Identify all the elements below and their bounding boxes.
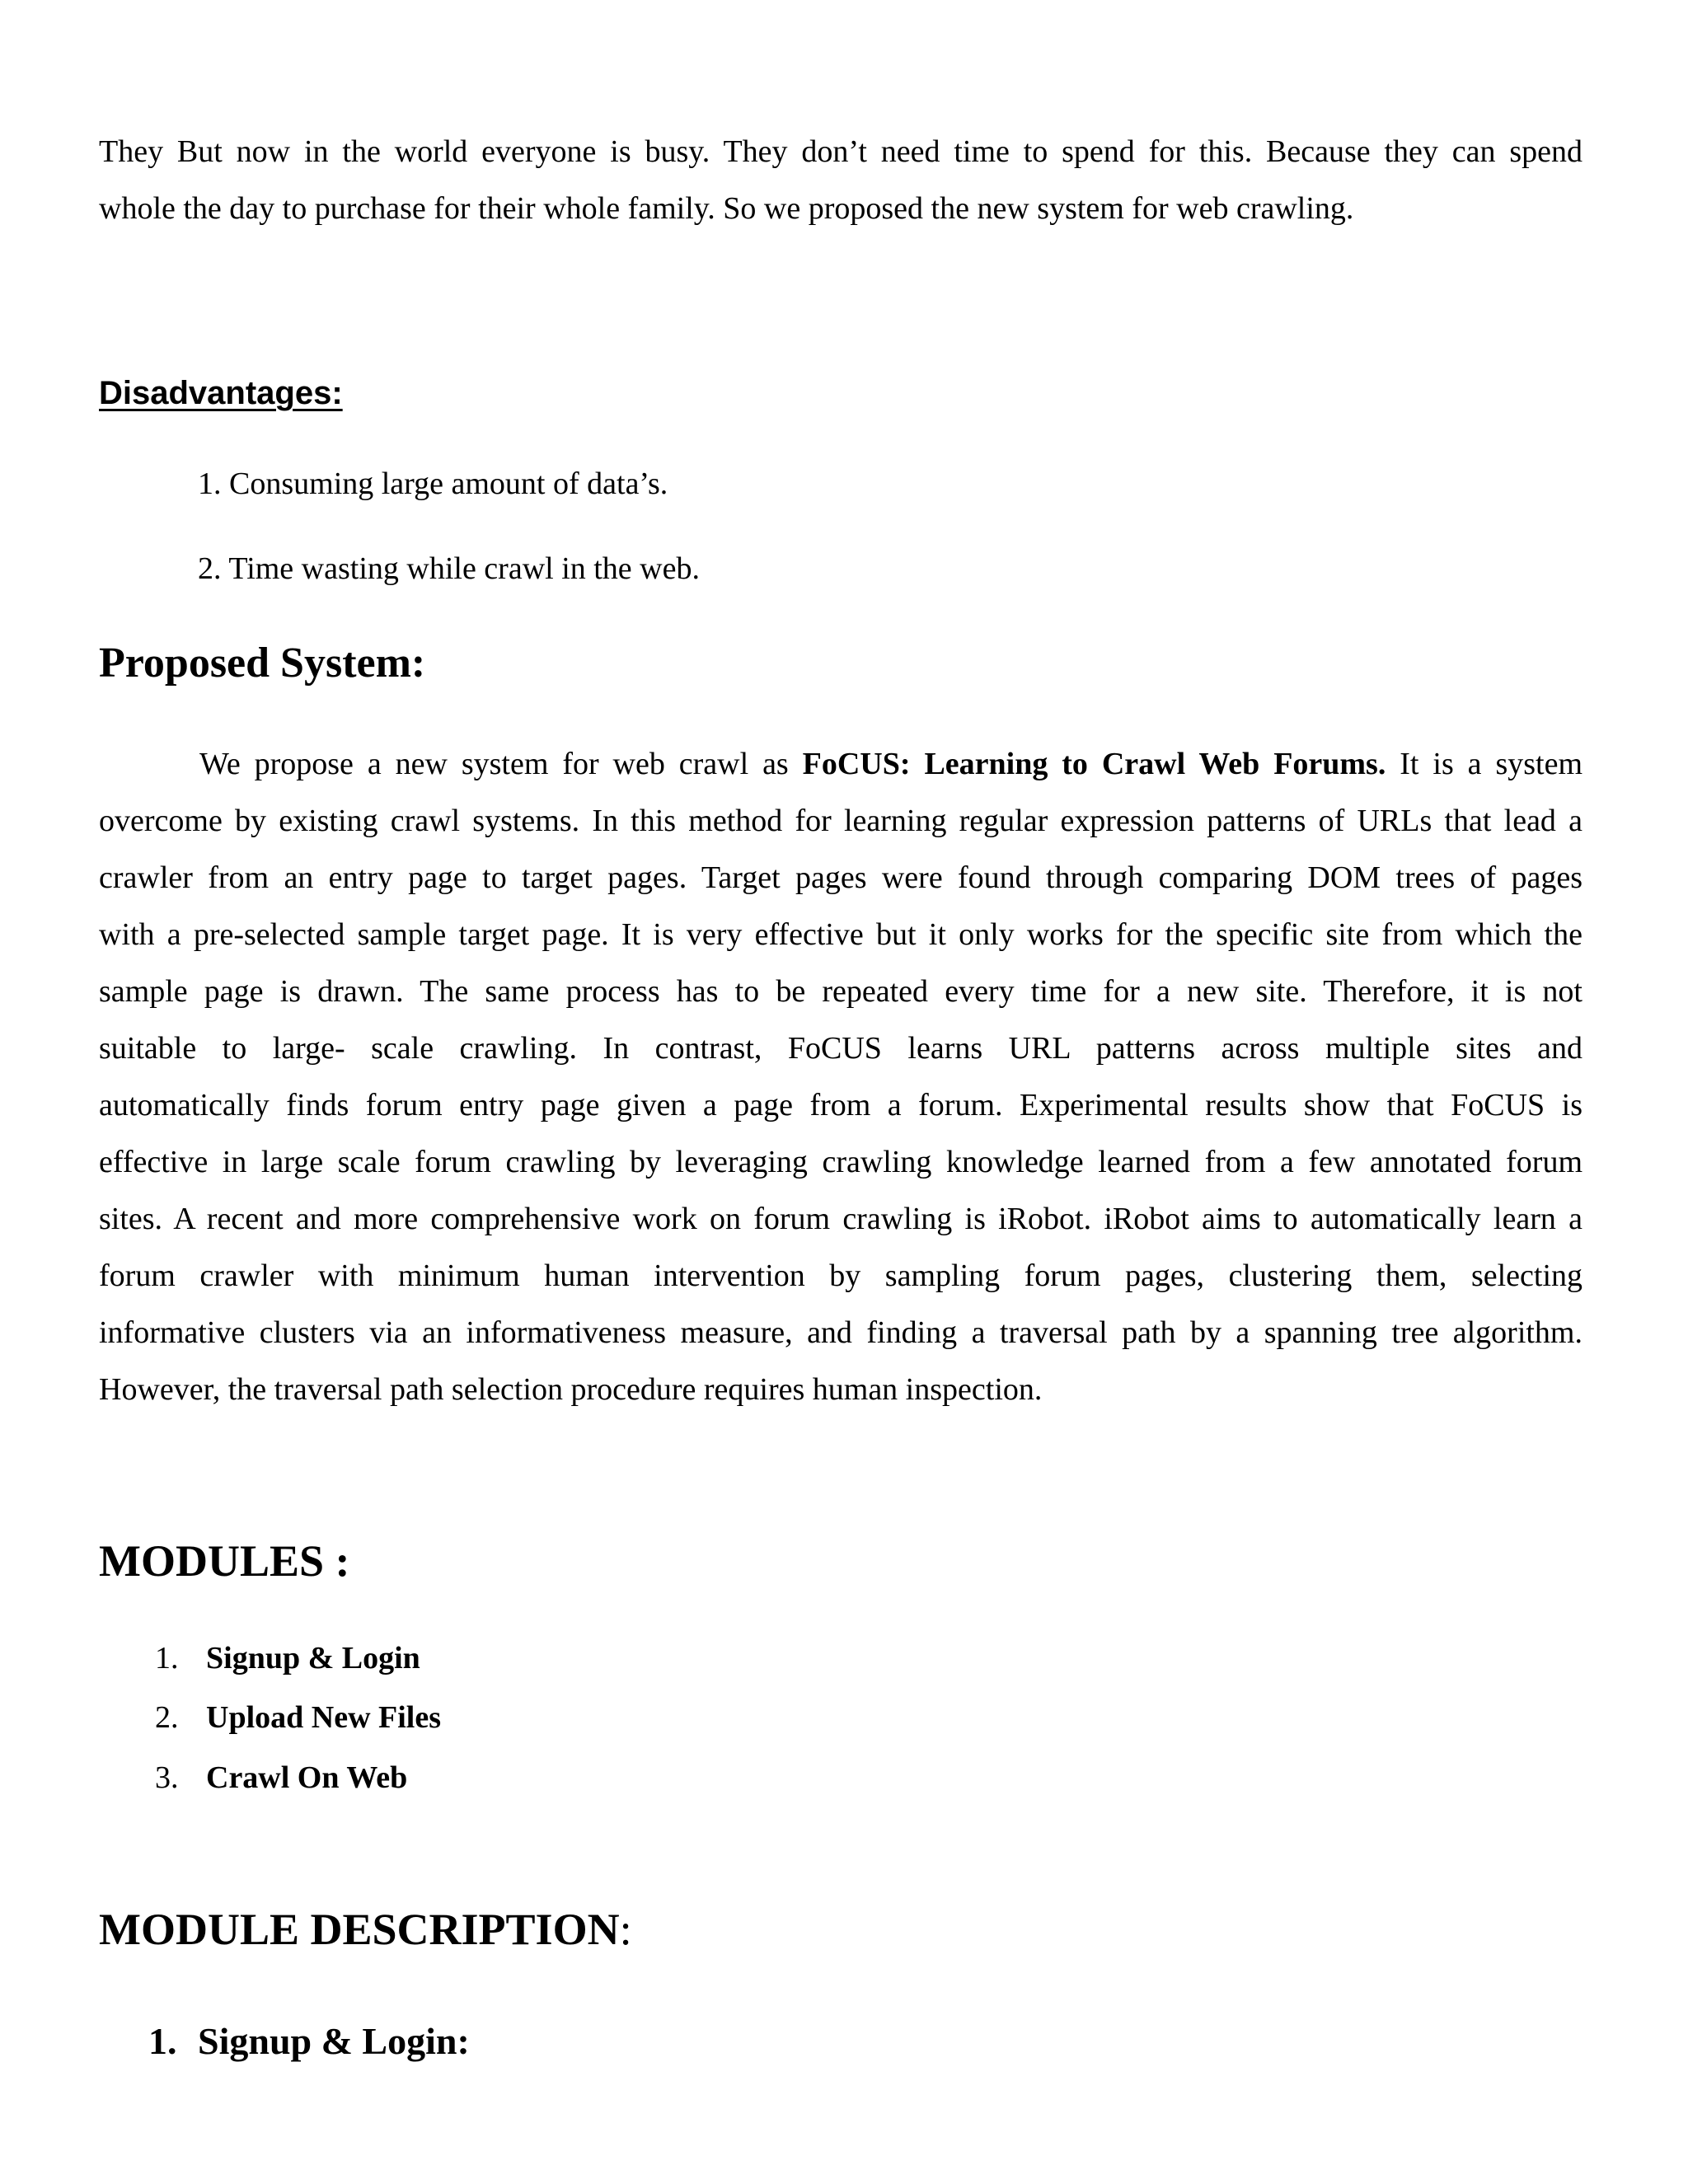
disadvantages-heading: Disadvantages:	[99, 375, 343, 411]
proposed-first-line	[99, 736, 1582, 793]
proposed-line: sample page is drawn. The same process has to be repeated every time for a new site. Therefore, it is not	[99, 974, 1582, 1009]
proposed-line: informative clusters via an informativeness measure, and finding a traversal path by a spanning tree algorithm.	[99, 1315, 1582, 1350]
module-list-item	[155, 1699, 441, 1736]
intro-line: They But now in the world everyone is busy. They don’t need time to spend for this. Because they can spend	[99, 134, 1582, 169]
module-description-heading-text: MODULE DESCRIPTION	[99, 1905, 620, 1954]
proposed-line: crawler from an entry page to target pages. Target pages were found through comparing DOM trees of pages	[99, 860, 1582, 895]
module-label: Upload New Files	[206, 1700, 441, 1735]
focus-title: FoCUS: Learning to Crawl Web Forums.	[802, 747, 1386, 781]
module-number: 1.	[155, 1641, 179, 1675]
proposed-system-paragraph	[99, 736, 1582, 1418]
module-label: Signup & Login	[206, 1641, 420, 1675]
module-description-heading	[99, 1904, 632, 1955]
module-list-item	[155, 1760, 407, 1796]
subheading-label: Signup & Login:	[198, 2020, 470, 2062]
module-number: 2.	[155, 1700, 179, 1735]
disadvantage-item: 2. Time wasting while crawl in the web.	[198, 551, 700, 586]
intro-paragraph	[99, 124, 1582, 237]
proposed-system-heading: Proposed System:	[99, 640, 426, 687]
proposed-line: suitable to large- scale crawling. In contrast, FoCUS learns URL patterns across multiple sites and	[99, 1031, 1582, 1066]
subheading-number: 1.	[148, 2020, 177, 2062]
signup-login-subheading	[148, 2019, 470, 2063]
proposed-line: However, the traversal path selection procedure requires human inspection.	[99, 1372, 1043, 1407]
proposed-line: overcome by existing crawl systems. In this method for learning regular expression patterns of URLs that lead a	[99, 804, 1582, 838]
proposed-line: forum crawler with minimum human intervention by sampling forum pages, clustering them, selecting	[99, 1258, 1582, 1293]
modules-heading: MODULES :	[99, 1536, 350, 1586]
proposed-line: sites. A recent and more comprehensive work on forum crawling is iRobot. iRobot aims to automatically learn a	[99, 1202, 1582, 1236]
module-description-heading-colon: :	[619, 1905, 632, 1954]
module-label: Crawl On Web	[206, 1760, 408, 1795]
proposed-first-line-post: It is a system	[1386, 747, 1583, 781]
proposed-line: automatically finds forum entry page given a page from a forum. Experimental results show that FoCUS is	[99, 1088, 1582, 1122]
module-list-item	[155, 1640, 420, 1676]
proposed-first-line-pre: We propose a new system for web crawl as	[199, 747, 803, 781]
proposed-line: effective in large scale forum crawling by leveraging crawling knowledge learned from a few annotated forum	[99, 1145, 1582, 1179]
intro-line: whole the day to purchase for their whole family. So we proposed the new system for web crawling.	[99, 191, 1354, 226]
proposed-line: with a pre-selected sample target page. It is very effective but it only works for the specific site from which the	[99, 917, 1582, 952]
module-number: 3.	[155, 1760, 179, 1795]
disadvantage-item: 1. Consuming large amount of data’s.	[198, 466, 668, 501]
